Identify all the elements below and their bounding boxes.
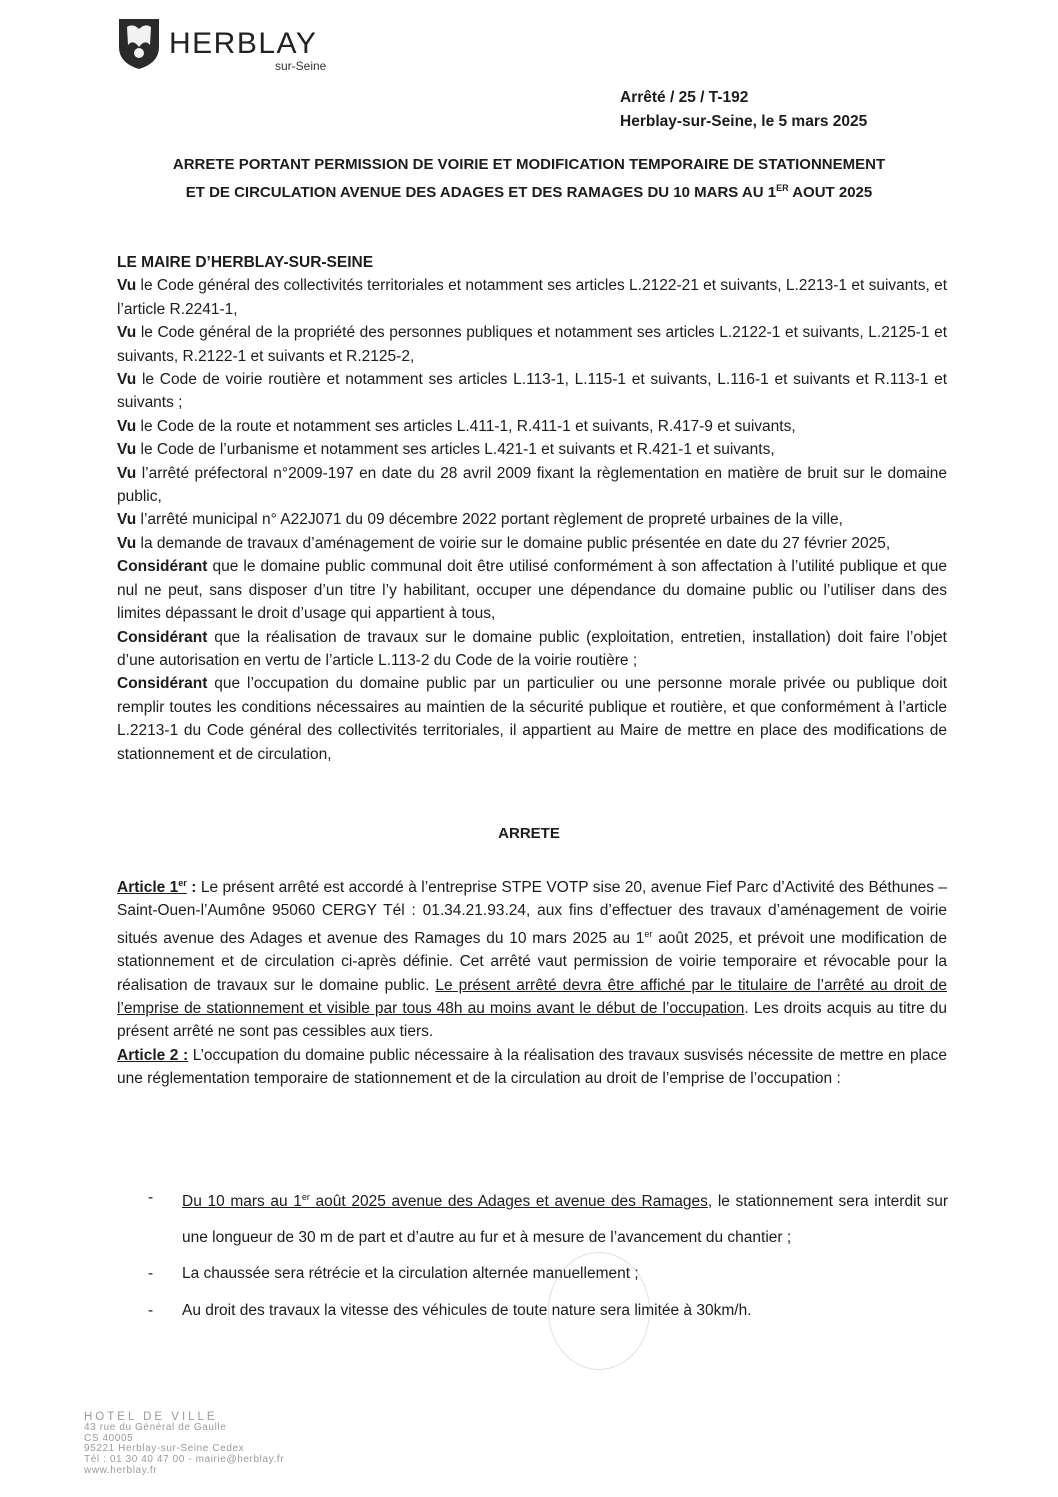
consideration-keyword: Vu — [117, 371, 137, 389]
article-1-label: Article 1er — [117, 878, 187, 896]
maire-heading: LE MAIRE D’HERBLAY-SUR-SEINE — [117, 254, 374, 271]
consideration-text: que l’occupation du domaine public par un particulier ou une personne morale privée ou publique doit remplir toutes les conditions nécessaires au maintien de la sécurité publique et routière, et que conformément à l’article L.2213-1 du Code général des collectivités territoriales, il appartient au Maire de mettre en place des modifications de stationnement et de circulation, — [117, 675, 947, 763]
consideration-item — [117, 532, 947, 555]
consideration-text: la demande de travaux d’aménagement de voirie sur le domaine public présentée en date du 27 février 2025, — [136, 534, 891, 552]
dash-bullet: - — [148, 1301, 154, 1319]
consideration-keyword: Vu — [117, 417, 137, 435]
consideration-item — [117, 438, 947, 461]
consideration-text: le Code de l’urbanisme et notamment ses articles L.421-1 et suivants et R.421-1 et suivants, — [136, 441, 775, 459]
dash-bullet: - — [148, 1265, 154, 1282]
place-date: Herblay-sur-Seine, le 5 mars 2025 — [620, 113, 868, 130]
consideration-text: que le domaine public communal doit être utilisé conformément à son affectation à l’utilité publique et que nul ne peut, sans disposer d’un titre l’y habilitant, occuper une dépendance du domaine public ou l’utiliser dans des limites dépassant le droit d’usage qui appartient à tous, — [117, 558, 947, 623]
dash-bullet: - — [148, 1189, 154, 1206]
list-item: - Du 10 mars au 1er août 2025 avenue des Adages et avenue des Ramages, le stationnement sera interdit sur une longueur de 30 m de part et d’autre au fur et à mesure de l’avancement du chantier ; — [148, 1180, 948, 1255]
article-1: Article 1er : Le présent arrêté est accordé à l’entreprise STPE VOTP sise 20, avenue Fief Parc d’Activité des Béthunes – Saint-Ouen-l’Aumône 95060 CERGY Tél : 01.34.21.93.24, aux fins d’effectuer des travaux d’aménagement de voirie situés avenue des Adages et avenue des Ramages du 10 mars 2025 au 1er août 2025, et prévoit une modification de stationnement et de circulation ci-après définie. Cet arrêté vaut permission de voirie temporaire et révocable pour la réalisation de travaux sur le domaine public. Le présent arrêté devra être affiché par le titulaire de l’arrêté au droit de l’emprise de stationnement et visible par tous 48h au moins avant le début de l’occupation. Les droits acquis au titre du présent arrêté ne sont pas cessibles aux tiers. — [117, 878, 948, 1041]
town-hall-footer — [84, 1412, 284, 1477]
consideration-item — [117, 321, 947, 368]
consideration-item — [117, 368, 947, 415]
faded-stamp — [548, 1252, 650, 1370]
posting-requirement: Le présent arrêté devra être affiché par le titulaire de l’arrêté au droit de l’emprise de stationnement et visible par tous 48h au moins avant le début de l’occupation — [117, 976, 948, 1018]
document-title-line-2 — [0, 177, 1058, 204]
consideration-item — [117, 555, 947, 625]
footer-contact: Tél : 01 30 40 47 00 - mairie@herblay.fr — [84, 1454, 285, 1466]
title-text: ET DE CIRCULATION AVENUE DES ADAGES ET DES RAMAGES DU 10 MARS AU 1 — [185, 184, 777, 201]
considerations-list — [117, 274, 947, 766]
article-2-label: Article 2 : — [117, 1046, 189, 1064]
consideration-text: que la réalisation de travaux sur le domaine public (exploitation, entretien, installation) doit faire l’objet d’une autorisation en vertu de l’article L.113-2 du Code de la voirie routière ; — [117, 628, 947, 669]
arrete-reference — [620, 86, 867, 134]
consideration-keyword: Vu — [117, 464, 137, 482]
consideration-text: l’arrêté préfectoral n°2009-197 en date du 28 avril 2009 fixant la règlementation en matière de bruit sur le domaine public, — [117, 464, 947, 506]
consideration-item — [117, 415, 947, 438]
consideration-keyword: Vu — [117, 511, 137, 529]
consideration-keyword: Vu — [117, 277, 137, 295]
footer-postbox: CS 40005 — [84, 1432, 134, 1444]
footer-title: HOTEL DE VILLE — [84, 1411, 218, 1423]
city-name: HERBLAY — [169, 27, 318, 60]
consideration-text: le Code de voirie routière et notamment ses articles L.113-1, L.115-1 et suivants, L.116-1 et suivants et R.113-1 et suivants ; — [117, 371, 947, 412]
footer-city: 95221 Herblay-sur-Seine Cedex — [84, 1443, 245, 1455]
list-item: - Au droit des travaux la vitesse des véhicules de toute nature sera limitée à 30km/h. — [148, 1293, 948, 1329]
footer-address: 43 rue du Général de Gaulle — [84, 1421, 227, 1433]
consideration-item — [117, 274, 947, 321]
title-superscript: ER — [776, 183, 789, 193]
consideration-item — [117, 508, 947, 531]
arrete-heading: ARRETE — [498, 825, 560, 842]
consideration-item — [117, 462, 947, 509]
footer-website: www.herblay.fr — [84, 1464, 158, 1476]
arrete-number: Arrêté / 25 / T-192 — [620, 89, 749, 106]
consideration-item — [117, 626, 947, 673]
consideration-keyword: Considérant — [117, 558, 208, 576]
consideration-text: le Code de la route et notamment ses articles L.411-1, R.411-1 et suivants, R.417-9 et suivants, — [136, 417, 796, 435]
consideration-keyword: Considérant — [117, 675, 208, 693]
list-item: - La chaussée sera rétrécie et la circulation alternée manuellement ; — [148, 1256, 948, 1292]
city-crest-icon — [117, 17, 161, 71]
articles — [117, 872, 947, 1091]
consideration-keyword: Vu — [117, 324, 137, 342]
consideration-item — [117, 672, 947, 766]
consideration-text: le Code général de la propriété des personnes publiques et notamment ses articles L.2122-1 et suivants, L.2125-1 et suivants, R.2122-1 et suivants et R.2125-2, — [117, 324, 947, 365]
consideration-text: l’arrêté municipal n° A22J071 du 09 décembre 2022 portant règlement de propreté urbaines de la ville, — [136, 511, 843, 529]
title-text-end: AOUT 2025 — [788, 184, 873, 201]
consideration-keyword: Vu — [117, 441, 137, 459]
consideration-keyword: Considérant — [117, 628, 208, 646]
article-2: Article 2 : L’occupation du domaine public nécessaire à la réalisation des travaux susvisés nécessite de mettre en place une réglementation temporaire de stationnement et de la circulation au droit de l’emprise de l’occupation : — [117, 1046, 947, 1088]
city-subname: sur-Seine — [275, 59, 327, 73]
preamble — [117, 251, 947, 766]
consideration-text: le Code général des collectivités territoriales et notamment ses articles L.2122-21 et suivants, L.2213-1 et suivants, et l’article R.2241-1, — [117, 277, 947, 318]
document-title-line-1: ARRETE PORTANT PERMISSION DE VOIRIE ET MODIFICATION TEMPORAIRE DE STATIONNEMENT — [172, 156, 886, 173]
consideration-keyword: Vu — [117, 534, 137, 552]
